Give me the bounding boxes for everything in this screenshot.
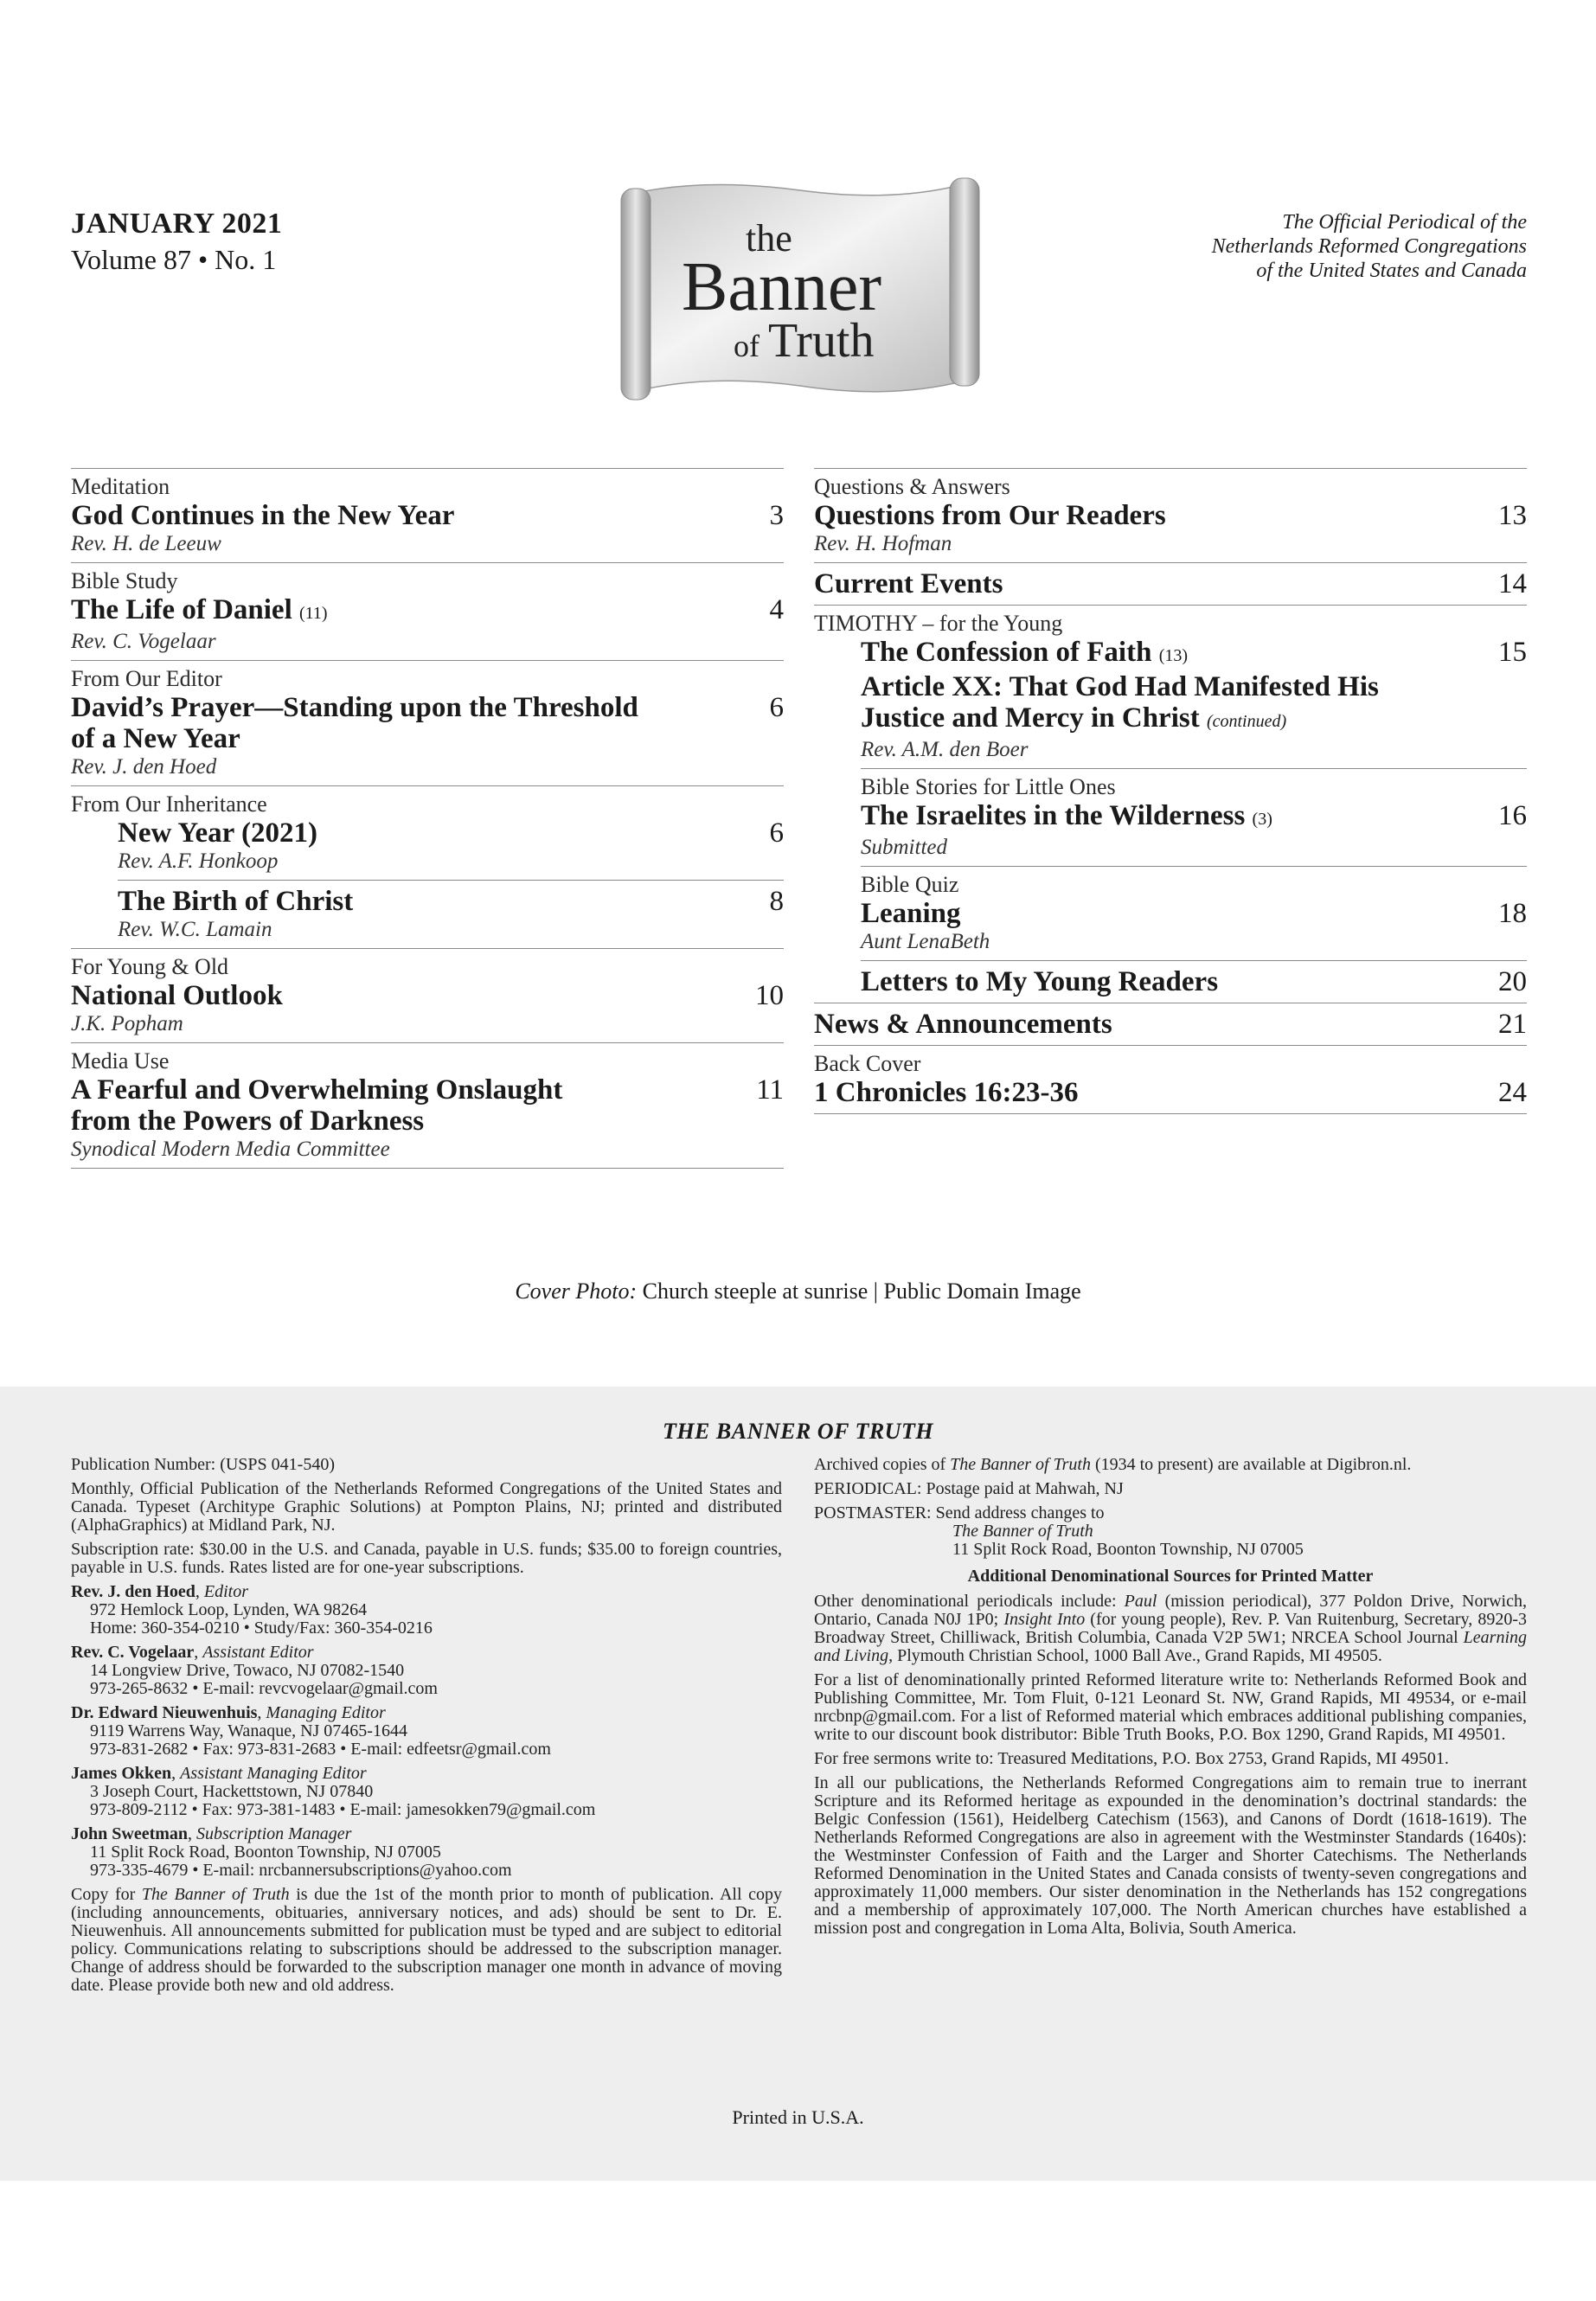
toc-author: Submitted bbox=[861, 836, 947, 859]
toc-author: Synodical Modern Media Committee bbox=[71, 1138, 390, 1161]
publication-number: Publication Number: (USPS 041-540) bbox=[71, 1455, 335, 1474]
staff-entry: Dr. Edward Nieuwenhuis, Managing Editor 9119 Warrens Way, Wanaque, NJ 07465-1644 973-831-2682 • Fax: 973-831-2683 • E-mail: edfeetsr@gmail.com bbox=[71, 1704, 782, 1759]
other-periodicals: Other denominational periodicals include: Paul (mission periodical), 377 Poldon Drive, Norwich, Ontario, Canada N0J 1P0; Insight Into (for young people), Rev. P. Van Ruitenburg, Secretary, 8920-3 Broadway Street, Chilliwack, British Columbia, Canada V2P 5W1; NRCEA School Journal Learning and Living, Plymouth Christian School, 1000 Ball Ave., Grand Rapids, MI 49505. bbox=[814, 1592, 1528, 1665]
toc-category: Meditation bbox=[71, 474, 170, 499]
toc-title: Current Events bbox=[814, 568, 1003, 599]
toc-title: Questions from Our Readers bbox=[814, 500, 1166, 531]
staff-role: Assistant Editor bbox=[202, 1643, 314, 1662]
staff-name: James Okken bbox=[71, 1764, 172, 1783]
toc-title: The Confession of Faith bbox=[861, 637, 1152, 668]
scroll-roll-left bbox=[621, 189, 651, 400]
staff-contact: 973-335-4679 • E-mail: nrcbannersubscriptions@yahoo.com bbox=[90, 1861, 512, 1880]
toc-author: Rev. A.F. Honkoop bbox=[118, 849, 279, 873]
toc-entry[interactable] bbox=[71, 1042, 784, 1169]
official-periodical-note bbox=[1077, 210, 1527, 283]
staff-address: 11 Split Rock Road, Boonton Township, NJ 07005 bbox=[90, 1843, 441, 1862]
toc-title: God Continues in the New Year bbox=[71, 500, 455, 531]
issue-volume: Volume 87 • No. 1 bbox=[71, 244, 277, 275]
toc-entry[interactable] bbox=[814, 605, 1527, 768]
toc-title: The Israelites in the Wilderness bbox=[861, 800, 1246, 831]
toc-page: 6 bbox=[769, 817, 784, 849]
toc-title: The Life of Daniel bbox=[71, 594, 292, 625]
toc-part: (11) bbox=[298, 604, 328, 623]
staff-contact: Home: 360-354-0210 • Study/Fax: 360-354-0216 bbox=[90, 1618, 433, 1638]
caption-label: Cover Photo: bbox=[515, 1279, 638, 1304]
publications-statement: In all our publications, the Netherlands Reformed Congregations aim to remain true to inerrant Scripture and its Reformed heritage as expounded in the denomination’s doctrinal standards: the Belgic Confession (1561), Heidelberg Catechism (1563), and Canons of Dordt (1618-1619). The Netherlands Reformed Congregations are also in agreement with the Westminster Standards (1640s): the Westminster Confession of Faith and the Larger and Shorter Catechisms. The Netherlands Reformed Denomination in the United States and Canada consists of twenty-seven congregations and approximately 11,000 members. Our sister denomination in the Netherlands has 152 congregations and a membership of approximately 107,000. The North American churches have established a mission post and congregation in Loma Alta, Bolivia, South America. bbox=[814, 1773, 1527, 1938]
staff-entry: Rev. C. Vogelaar, Assistant Editor 14 Longview Drive, Towaco, NJ 07082-1540 973-265-8632 • E-mail: revcvogelaar@gmail.com bbox=[71, 1644, 782, 1698]
toc-page: 21 bbox=[1498, 1009, 1527, 1040]
toc-page: 24 bbox=[1498, 1077, 1527, 1108]
toc-title: The Birth of Christ bbox=[118, 886, 354, 917]
toc-page: 6 bbox=[769, 692, 784, 723]
toc-category: For Young & Old bbox=[71, 954, 229, 979]
literature-note: For a list of denominationally printed Reformed literature write to: Netherlands Reformed Book and Publishing Committee, Mr. Tom Fluit, 0-121 Leonard St. NW, Grand Rapids, MI 49534, or e-mail nrcbnp@gmail.com. For a list of Reformed material which embraces additional publishing companies, write to our discount book distributor: Bible Truth Books, P.O. Box 1290, Grand Rapids, MI 49501. bbox=[814, 1670, 1527, 1744]
table-of-contents-right bbox=[814, 468, 1527, 1114]
staff-contact: 973-809-2112 • Fax: 973-381-1483 • E-mail: jamesokken79@gmail.com bbox=[90, 1800, 596, 1819]
caption-text: Church steeple at sunrise | Public Domain Image bbox=[642, 1279, 1081, 1304]
copy-policy: Copy for The Banner of Truth is due the 1st of the month prior to month of publication. All copy (including announcements, obituaries, anniversary notices, and ads) should be sent to Dr. E. Nieuwenhuis. All announcements submitted for publication must be typed and are subject to editorial policy. Communications relating to subscriptions should be addressed to the subscription manager. Change of address should be forwarded to the subscription manager one month in advance of moving date. Please provide both new and old address. bbox=[71, 1885, 782, 1995]
toc-title: News & Announcements bbox=[814, 1009, 1112, 1040]
printed-in-usa: Printed in U.S.A. bbox=[732, 2106, 864, 2128]
postmaster-note: POSTMASTER: Send address changes to The Banner of Truth 11 Split Rock Road, Boonton Township, NJ 07005 bbox=[814, 1503, 1304, 1559]
toc-title-continued: of a New Year bbox=[71, 723, 240, 754]
masthead-left-column bbox=[71, 1456, 782, 2001]
table-of-contents-left bbox=[71, 468, 784, 1169]
masthead-title: THE BANNER OF TRUTH bbox=[662, 1419, 934, 1444]
official-line: Netherlands Reformed Congregations bbox=[1211, 235, 1527, 258]
official-line: The Official Periodical of the bbox=[1282, 211, 1527, 234]
toc-entry[interactable] bbox=[814, 1003, 1527, 1045]
toc-title: A Fearful and Overwhelming Onslaught bbox=[71, 1074, 563, 1106]
staff-name: Dr. Edward Nieuwenhuis bbox=[71, 1703, 258, 1722]
toc-entry[interactable] bbox=[71, 785, 784, 880]
toc-part: (3) bbox=[1252, 810, 1272, 829]
staff-role: Managing Editor bbox=[266, 1703, 386, 1722]
toc-entry[interactable] bbox=[861, 768, 1527, 866]
staff-address: 9119 Warrens Way, Wanaque, NJ 07465-1644 bbox=[90, 1721, 407, 1740]
toc-category: Bible Quiz bbox=[861, 872, 959, 897]
staff-entry: John Sweetman, Subscription Manager 11 Split Rock Road, Boonton Township, NJ 07005 973-335-4679 • E-mail: nrcbannersubscriptions@yahoo.com bbox=[71, 1825, 782, 1880]
scroll-roll-right bbox=[950, 178, 979, 386]
toc-continued-note: (continued) bbox=[1206, 712, 1287, 731]
toc-page: 8 bbox=[769, 886, 784, 917]
logo-the: the bbox=[746, 217, 792, 260]
toc-category: Bible Study bbox=[71, 568, 178, 593]
staff-name: Rev. C. Vogelaar bbox=[71, 1643, 195, 1662]
toc-page: 10 bbox=[755, 980, 784, 1011]
toc-author: Aunt LenaBeth bbox=[861, 930, 990, 953]
toc-title: 1 Chronicles 16:23-36 bbox=[814, 1077, 1079, 1108]
toc-author: J.K. Popham bbox=[71, 1012, 183, 1035]
staff-role: Subscription Manager bbox=[196, 1824, 352, 1843]
toc-page: 16 bbox=[1498, 800, 1527, 831]
toc-page: 18 bbox=[1498, 898, 1527, 929]
logo-truth: Truth bbox=[768, 314, 875, 368]
toc-entry[interactable] bbox=[861, 866, 1527, 960]
staff-contact: 973-831-2682 • Fax: 973-831-2683 • E-mail: edfeetsr@gmail.com bbox=[90, 1740, 551, 1759]
cover-photo-caption bbox=[0, 1279, 1596, 1304]
staff-name: Rev. J. den Hoed bbox=[71, 1582, 195, 1601]
toc-title: New Year (2021) bbox=[118, 817, 317, 849]
staff-address: 972 Hemlock Loop, Lynden, WA 98264 bbox=[90, 1600, 368, 1619]
masthead-right-column bbox=[814, 1456, 1527, 1944]
toc-entry[interactable] bbox=[71, 948, 784, 1042]
logo-banner: Banner bbox=[682, 249, 882, 325]
toc-entry[interactable] bbox=[814, 562, 1527, 605]
toc-entry[interactable] bbox=[71, 660, 784, 785]
toc-author: Rev. A.M. den Boer bbox=[861, 738, 1029, 761]
staff-address: 14 Longview Drive, Towaco, NJ 07082-1540 bbox=[90, 1661, 405, 1680]
logo-of: of bbox=[734, 329, 760, 363]
toc-category: Questions & Answers bbox=[814, 474, 1010, 499]
toc-page: 14 bbox=[1498, 568, 1527, 599]
issue-date: JANUARY 2021 bbox=[71, 208, 283, 240]
toc-entry[interactable] bbox=[71, 468, 784, 562]
toc-author: Rev. C. Vogelaar bbox=[71, 630, 216, 653]
toc-author: Rev. H. de Leeuw bbox=[71, 532, 221, 555]
banner-of-truth-logo bbox=[606, 173, 995, 407]
publication-description: Monthly, Official Publication of the Netherlands Reformed Congregations of the United States and Canada. Typeset (Architype Graphic Solutions) at Pompton Plains, NJ; printed and distributed (AlphaGraphics) at Midland Park, NJ. bbox=[71, 1479, 782, 1535]
toc-author: Rev. H. Hofman bbox=[814, 532, 952, 555]
staff-role: Editor bbox=[203, 1582, 249, 1601]
toc-category: From Our Inheritance bbox=[71, 792, 267, 817]
subscription-rate: Subscription rate: $30.00 in the U.S. and Canada, payable in U.S. funds; $35.00 to foreign countries, payable in U.S. funds. Rates listed are for one-year subscriptions. bbox=[71, 1540, 782, 1577]
toc-category: Bible Stories for Little Ones bbox=[861, 774, 1116, 799]
staff-entry: Rev. J. den Hoed, Editor 972 Hemlock Loop, Lynden, WA 98264 Home: 360-354-0210 • Study/Fax: 360-354-0216 bbox=[71, 1583, 782, 1638]
toc-entry[interactable] bbox=[71, 562, 784, 660]
toc-author: Rev. W.C. Lamain bbox=[118, 918, 272, 941]
toc-subtitle-continued: Justice and Mercy in Christ bbox=[861, 702, 1200, 734]
toc-page: 20 bbox=[1498, 966, 1527, 997]
toc-title: National Outlook bbox=[71, 980, 283, 1011]
toc-part: (13) bbox=[1158, 646, 1189, 665]
archived-copies: Archived copies of The Banner of Truth (1934 to present) are available at Digibron.nl. bbox=[814, 1455, 1412, 1474]
toc-category: Media Use bbox=[71, 1048, 170, 1074]
toc-category: Back Cover bbox=[814, 1051, 921, 1076]
official-line: of the United States and Canada bbox=[1256, 260, 1527, 282]
staff-role: Assistant Managing Editor bbox=[180, 1764, 367, 1783]
staff-name: John Sweetman bbox=[71, 1824, 189, 1843]
toc-page: 11 bbox=[756, 1074, 784, 1106]
toc-entry[interactable] bbox=[861, 960, 1527, 1003]
staff-contact: 973-265-8632 • E-mail: revcvogelaar@gmail.com bbox=[90, 1679, 438, 1698]
toc-author: Rev. J. den Hoed bbox=[71, 755, 217, 779]
toc-title: David’s Prayer—Standing upon the Threshold bbox=[71, 692, 638, 723]
staff-entry: James Okken, Assistant Managing Editor 3 Joseph Court, Hackettstown, NJ 07840 973-809-2112 • Fax: 973-381-1483 • E-mail: jamesokken79@gmail.com bbox=[71, 1765, 782, 1819]
periodical-postage: PERIODICAL: Postage paid at Mahwah, NJ bbox=[814, 1479, 1124, 1498]
toc-page: 3 bbox=[769, 500, 784, 531]
sources-heading: Additional Denominational Sources for Printed Matter bbox=[967, 1567, 1374, 1586]
toc-entry[interactable] bbox=[814, 1045, 1527, 1114]
toc-title: Letters to My Young Readers bbox=[861, 966, 1219, 997]
toc-page: 15 bbox=[1498, 637, 1527, 668]
toc-page: 4 bbox=[769, 594, 784, 625]
toc-category: From Our Editor bbox=[71, 666, 222, 691]
toc-entry[interactable] bbox=[118, 880, 784, 948]
toc-title: Leaning bbox=[861, 898, 961, 929]
toc-page: 13 bbox=[1498, 500, 1527, 531]
toc-title-continued: from the Powers of Darkness bbox=[71, 1106, 425, 1137]
toc-subtitle: Article XX: That God Had Manifested His bbox=[861, 671, 1379, 702]
toc-entry[interactable] bbox=[814, 468, 1527, 562]
staff-address: 3 Joseph Court, Hackettstown, NJ 07840 bbox=[90, 1782, 374, 1801]
toc-category: TIMOTHY – for the Young bbox=[814, 611, 1063, 636]
sermons-note: For free sermons write to: Treasured Meditations, P.O. Box 2753, Grand Rapids, MI 49501. bbox=[814, 1749, 1449, 1768]
